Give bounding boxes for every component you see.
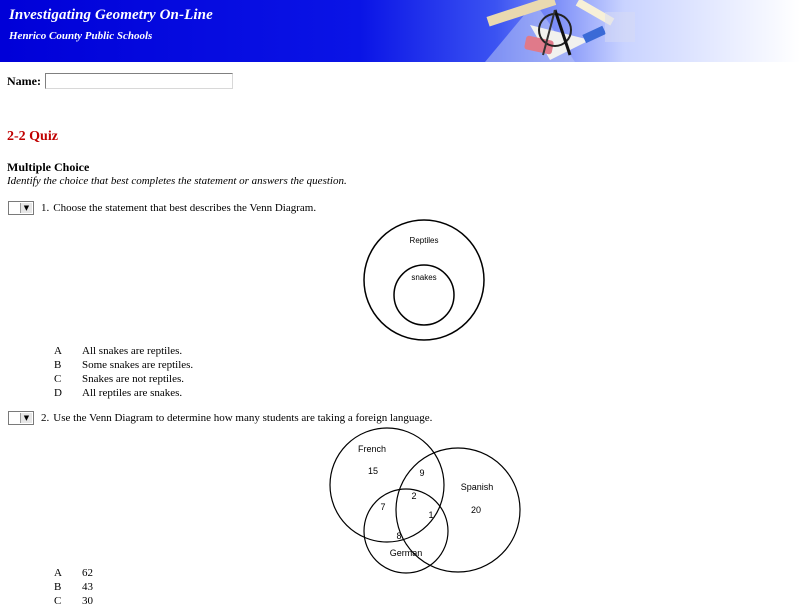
choice-c: C Snakes are not reptiles. (54, 373, 185, 385)
question-text: Use the Venn Diagram to determine how many students are taking a foreign language. (53, 412, 433, 424)
french-label: French (357, 444, 387, 454)
choice-b: B 43 (54, 581, 93, 593)
french-spanish-value: 9 (419, 468, 425, 478)
spanish-label: Spanish (460, 482, 494, 492)
site-subtitle: Henrico County Public Schools (9, 30, 153, 42)
venn-diagram-reptiles (355, 215, 495, 345)
question-2 (41, 412, 432, 424)
chevron-down-icon: ▼ (20, 203, 32, 213)
question-1 (41, 202, 316, 214)
venn-diagram-languages (320, 425, 530, 575)
choice-c: C 30 (54, 595, 93, 607)
header-banner (0, 0, 800, 62)
answer-select-2[interactable] (8, 411, 34, 425)
geometry-tools-image (455, 0, 800, 62)
name-label: Name: (7, 73, 41, 88)
spanish-german-value: 1 (428, 510, 434, 520)
site-title: Investigating Geometry On-Line (9, 7, 213, 23)
question-number: 2. (41, 412, 50, 424)
spanish-only-value: 20 (470, 505, 482, 515)
question-number: 1. (41, 202, 50, 214)
name-row (7, 73, 233, 89)
all-three-value: 2 (411, 491, 417, 501)
name-input[interactable] (45, 73, 233, 89)
section-title: Multiple Choice (7, 160, 90, 174)
choice-d: D All reptiles are snakes. (54, 387, 183, 399)
answer-select-1[interactable] (8, 201, 34, 215)
choice-b: B Some snakes are reptiles. (54, 359, 194, 371)
german-circle (364, 489, 448, 573)
choice-a: A All snakes are reptiles. (54, 345, 183, 357)
french-circle (330, 428, 444, 542)
chevron-down-icon: ▼ (20, 413, 32, 423)
french-german-value: 7 (380, 502, 386, 512)
quiz-title: 2-2 Quiz (7, 129, 58, 144)
snakes-label: snakes (411, 273, 437, 282)
german-label: German (389, 548, 423, 558)
choices-1 (54, 344, 193, 400)
choices-2 (54, 566, 93, 608)
choice-a: A 62 (54, 567, 93, 579)
french-only-value: 15 (367, 466, 379, 476)
question-text: Choose the statement that best describes the Venn Diagram. (53, 202, 317, 214)
german-only-value: 8 (396, 531, 402, 541)
reptiles-label: Reptiles (409, 236, 439, 245)
instructions: Identify the choice that best completes the statement or answers the question. (7, 175, 347, 187)
